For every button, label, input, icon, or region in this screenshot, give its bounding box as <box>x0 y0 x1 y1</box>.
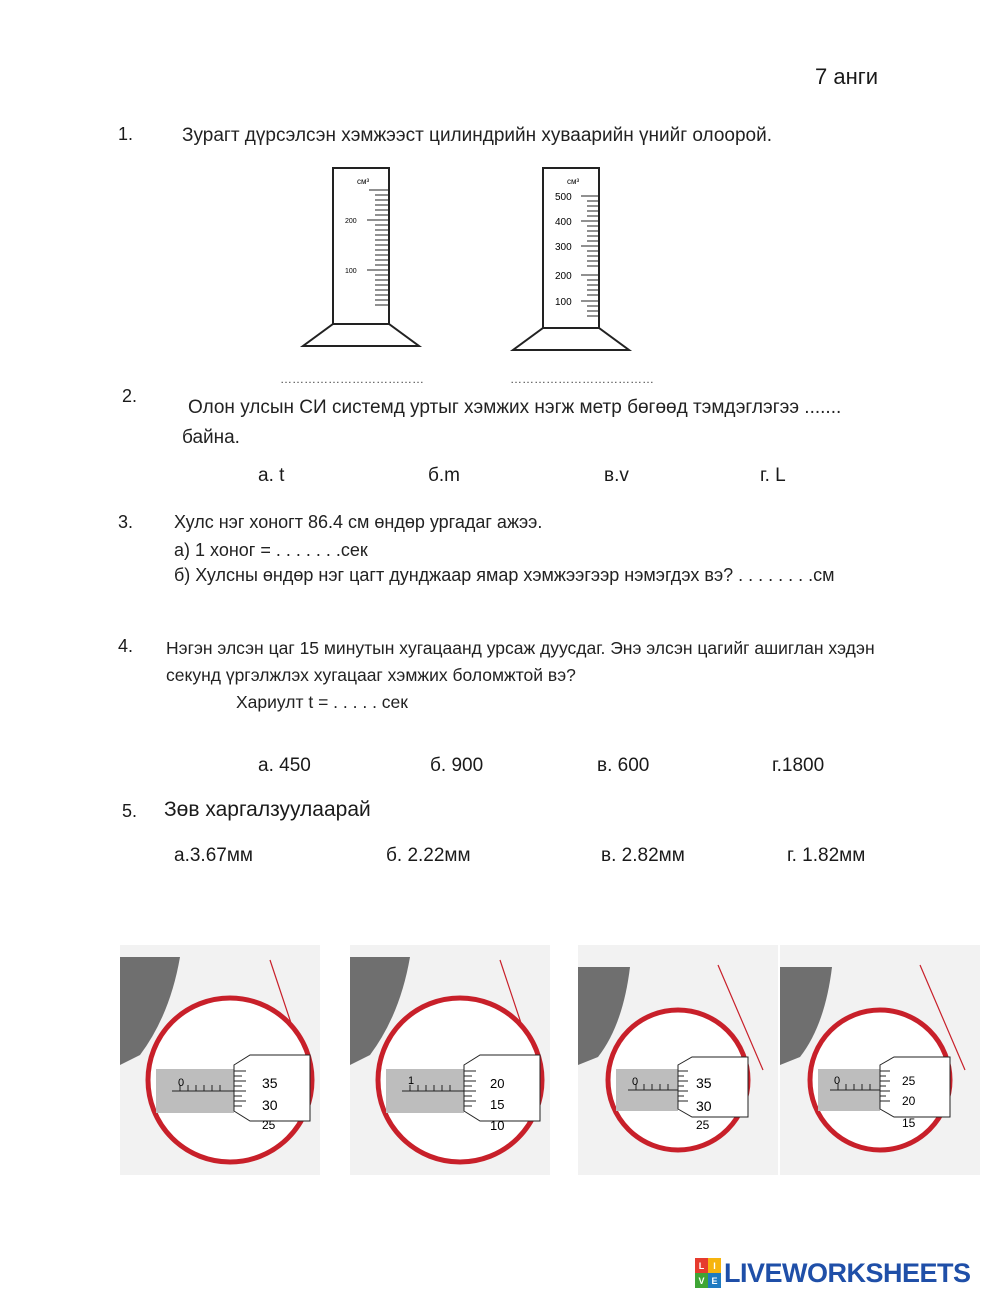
micrometer-4 <box>780 945 980 1175</box>
mic2-thimble-mid: 15 <box>490 1097 505 1112</box>
q4-line1: Нэгэн элсэн цаг 15 минутын хугацаанд урсаж дуусдаг. Энэ элсэн цагийг ашиглан хэдэн <box>166 638 875 658</box>
q1-text: Зурагт дүрсэлсэн хэмжээст цилиндрийн хуваарийн үнийг олоорой. <box>182 125 773 146</box>
mic4-thimble-bottom: 15 <box>902 1116 916 1130</box>
micrometer-1 <box>120 945 320 1175</box>
mic3-sleeve-label: 0 <box>632 1076 639 1088</box>
q1-answer-blank-2[interactable]: ……………………………… <box>510 372 654 386</box>
q4-line3: Хариулт t = . . . . . сек <box>236 692 408 712</box>
cyl2-label-500: 500 <box>555 192 572 203</box>
graduated-cylinder-2 <box>505 160 645 360</box>
mic1-sleeve-label: 0 <box>178 1077 185 1089</box>
cyl1-unit: см³ <box>357 177 370 186</box>
micrometer-2 <box>350 945 550 1175</box>
q5-option-v[interactable]: в. 2.82мм <box>601 845 685 866</box>
mic4-thimble-mid: 20 <box>902 1094 916 1108</box>
cyl2-label-100: 100 <box>555 297 572 308</box>
q1-answer-blank-1[interactable]: ……………………………… <box>280 372 424 386</box>
cyl1-label-100: 100 <box>345 268 357 275</box>
graduated-cylinder-1 <box>295 160 435 360</box>
q4-option-g[interactable]: г.1800 <box>772 755 825 776</box>
q4-number: 4. <box>118 636 134 656</box>
mic4-sleeve-label: 0 <box>834 1075 841 1087</box>
q2-number: 2. <box>122 386 138 406</box>
q4-line2: секунд үргэлжлэх хугацааг хэмжих боломжтой вэ? <box>166 665 576 685</box>
mic1-thimble-top: 35 <box>262 1075 278 1091</box>
q3-number: 3. <box>118 512 134 532</box>
grade-label: 7 анги <box>815 64 879 89</box>
mic3-thimble-bottom: 25 <box>696 1118 710 1132</box>
q1-number: 1. <box>118 124 134 144</box>
micrometer-3 <box>578 945 778 1175</box>
cyl2-unit: см³ <box>567 177 580 186</box>
mic1-thimble-bottom: 25 <box>262 1118 276 1132</box>
q4-option-v[interactable]: в. 600 <box>597 755 650 776</box>
cyl2-label-400: 400 <box>555 217 572 228</box>
q5-option-g[interactable]: г. 1.82мм <box>787 845 866 866</box>
q2-option-v[interactable]: в.v <box>604 465 629 486</box>
q4-option-a[interactable]: а. 450 <box>258 755 311 776</box>
q2-line1: Олон улсын СИ системд уртыг хэмжих нэгж метр бөгөөд тэмдэглэгээ ....... <box>188 397 842 418</box>
cyl1-label-200: 200 <box>345 218 357 225</box>
mic3-thimble-mid: 30 <box>696 1098 712 1114</box>
mic3-thimble-top: 35 <box>696 1075 712 1091</box>
q5-option-b[interactable]: б. 2.22мм <box>386 845 471 866</box>
q3-line3: б) Хулсны өндөр нэг цагт дунджаар ямар хэмжээгээр нэмэгдэх вэ? . . . . . . . .см <box>174 565 835 585</box>
q2-option-g[interactable]: г. L <box>760 465 786 486</box>
q2-option-a[interactable]: а. t <box>258 465 285 486</box>
q3-line2: а) 1 хоног = . . . . . . .сек <box>174 540 368 560</box>
mic2-thimble-bottom: 10 <box>490 1118 505 1133</box>
mic2-sleeve-label: 1 <box>408 1075 415 1087</box>
q5-text: Зөв харгалзуулаарай <box>164 798 371 821</box>
logo-text: LIVEWORKSHEETS <box>724 1257 971 1288</box>
q5-number: 5. <box>122 801 138 821</box>
logo-badge-icon: L I V E <box>695 1258 721 1288</box>
q5-option-a[interactable]: а.3.67мм <box>174 845 253 866</box>
mic1-thimble-mid: 30 <box>262 1097 278 1113</box>
q3-line1: Хулс нэг хоногт 86.4 см өндөр ургадаг ажээ. <box>174 512 543 532</box>
cyl2-label-200: 200 <box>555 271 572 282</box>
mic4-thimble-top: 25 <box>902 1074 916 1088</box>
mic2-thimble-top: 20 <box>490 1076 505 1091</box>
q2-option-b[interactable]: б.m <box>428 465 460 486</box>
q2-line2: байна. <box>182 427 240 448</box>
q4-option-b[interactable]: б. 900 <box>430 755 484 776</box>
cyl2-label-300: 300 <box>555 242 572 253</box>
liveworksheets-logo[interactable] <box>695 1257 971 1289</box>
